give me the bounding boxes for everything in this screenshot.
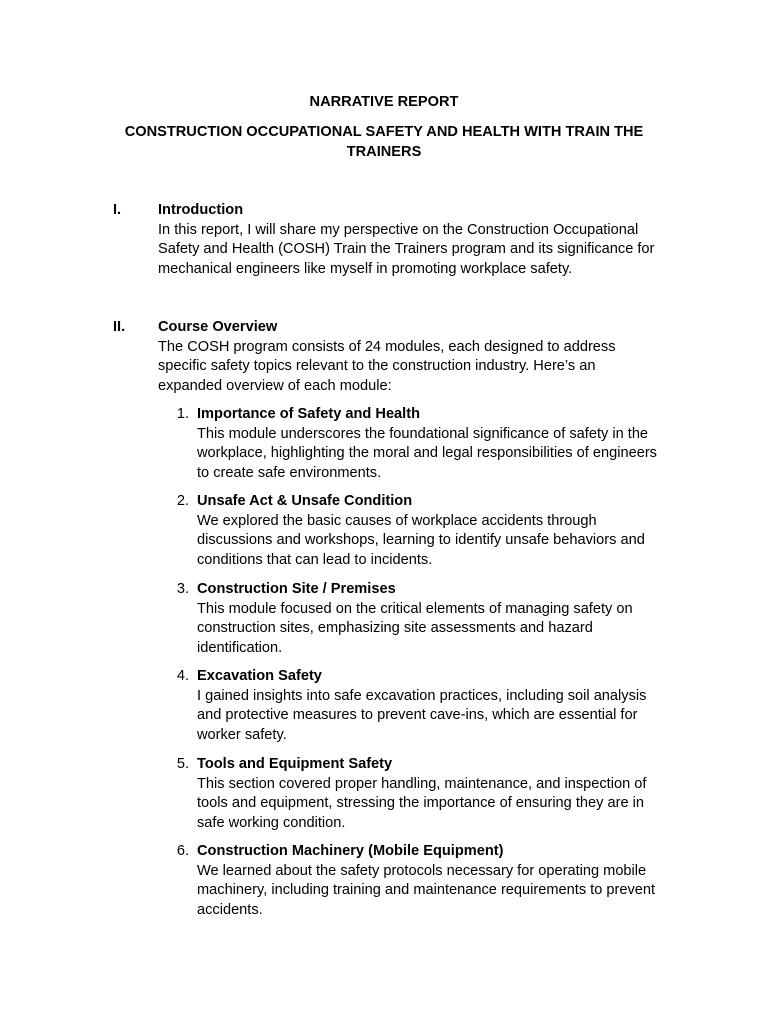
module-body [197, 492, 683, 570]
module-body [197, 405, 683, 483]
module-body [197, 667, 683, 745]
module-line: identification. [197, 639, 283, 656]
module-number: 2. [176, 493, 189, 509]
section-line: specific safety topics relevant to the construction industry. Here’s an [158, 358, 596, 374]
section-line: mechanical engineers like myself in promoting workplace safety. [158, 260, 573, 277]
section-line: The COSH program consists of 24 modules, each designed to address [158, 338, 616, 355]
module-line: safe working condition. [197, 814, 346, 831]
section-heading: Course Overview [158, 319, 278, 335]
section-body [158, 318, 678, 396]
module-heading: Construction Machinery (Mobile Equipment) [197, 843, 504, 859]
module-heading: Construction Site / Premises [197, 581, 396, 597]
module-line: conditions that can lead to incidents. [197, 551, 433, 568]
module-number: 4. [176, 668, 189, 684]
module-number: 6. [176, 843, 189, 859]
module-line: This module underscores the foundational significance of safety in the [197, 425, 649, 442]
section-body [158, 201, 678, 279]
section-line: In this report, I will share my perspective on the Construction Occupational [158, 221, 639, 238]
module-line: We explored the basic causes of workplace accidents through [197, 512, 597, 529]
module-line: discussions and workshops, learning to identify unsafe behaviors and [197, 532, 645, 548]
module-heading: Tools and Equipment Safety [197, 756, 393, 772]
section-heading: Introduction [158, 202, 244, 218]
module-line: construction sites, emphasizing site assessments and hazard [197, 620, 593, 636]
module-line: workplace, highlighting the moral and legal responsibilities of engineers [197, 445, 657, 461]
module-heading: Importance of Safety and Health [197, 406, 421, 422]
module-heading: Excavation Safety [197, 668, 322, 684]
module-line: and protective measures to prevent cave-ins, which are essential for [197, 707, 638, 723]
section-line: expanded overview of each module: [158, 377, 392, 394]
module-line: I gained insights into safe excavation practices, including soil analysis [197, 687, 647, 704]
module-line: tools and equipment, stressing the importance of ensuring they are in [197, 795, 644, 811]
module-body [197, 842, 683, 920]
document-title: NARRATIVE REPORT [309, 94, 459, 110]
section-number: II. [113, 319, 126, 335]
module-line: This module focused on the critical elements of managing safety on [197, 600, 633, 617]
module-number: 3. [176, 581, 189, 597]
module-line: to create safe environments. [197, 464, 382, 481]
module-number: 5. [176, 756, 189, 772]
module-line: worker safety. [197, 726, 287, 743]
module-line: We learned about the safety protocols necessary for operating mobile [197, 862, 647, 879]
module-body [197, 755, 683, 833]
module-line: This section covered proper handling, maintenance, and inspection of [197, 775, 647, 792]
section-number: I. [113, 202, 122, 218]
module-body [197, 580, 683, 658]
module-number: 1. [176, 406, 189, 422]
module-heading: Unsafe Act & Unsafe Condition [197, 493, 413, 509]
module-line: accidents. [197, 901, 263, 918]
module-line: machinery, including training and maintenance requirements to prevent [197, 882, 656, 898]
section-line: Safety and Health (COSH) Train the Trainers program and its significance for [158, 241, 655, 257]
document-subtitle: CONSTRUCTION OCCUPATIONAL SAFETY AND HEALTH WITH TRAIN THE TRAINERS [124, 124, 644, 160]
